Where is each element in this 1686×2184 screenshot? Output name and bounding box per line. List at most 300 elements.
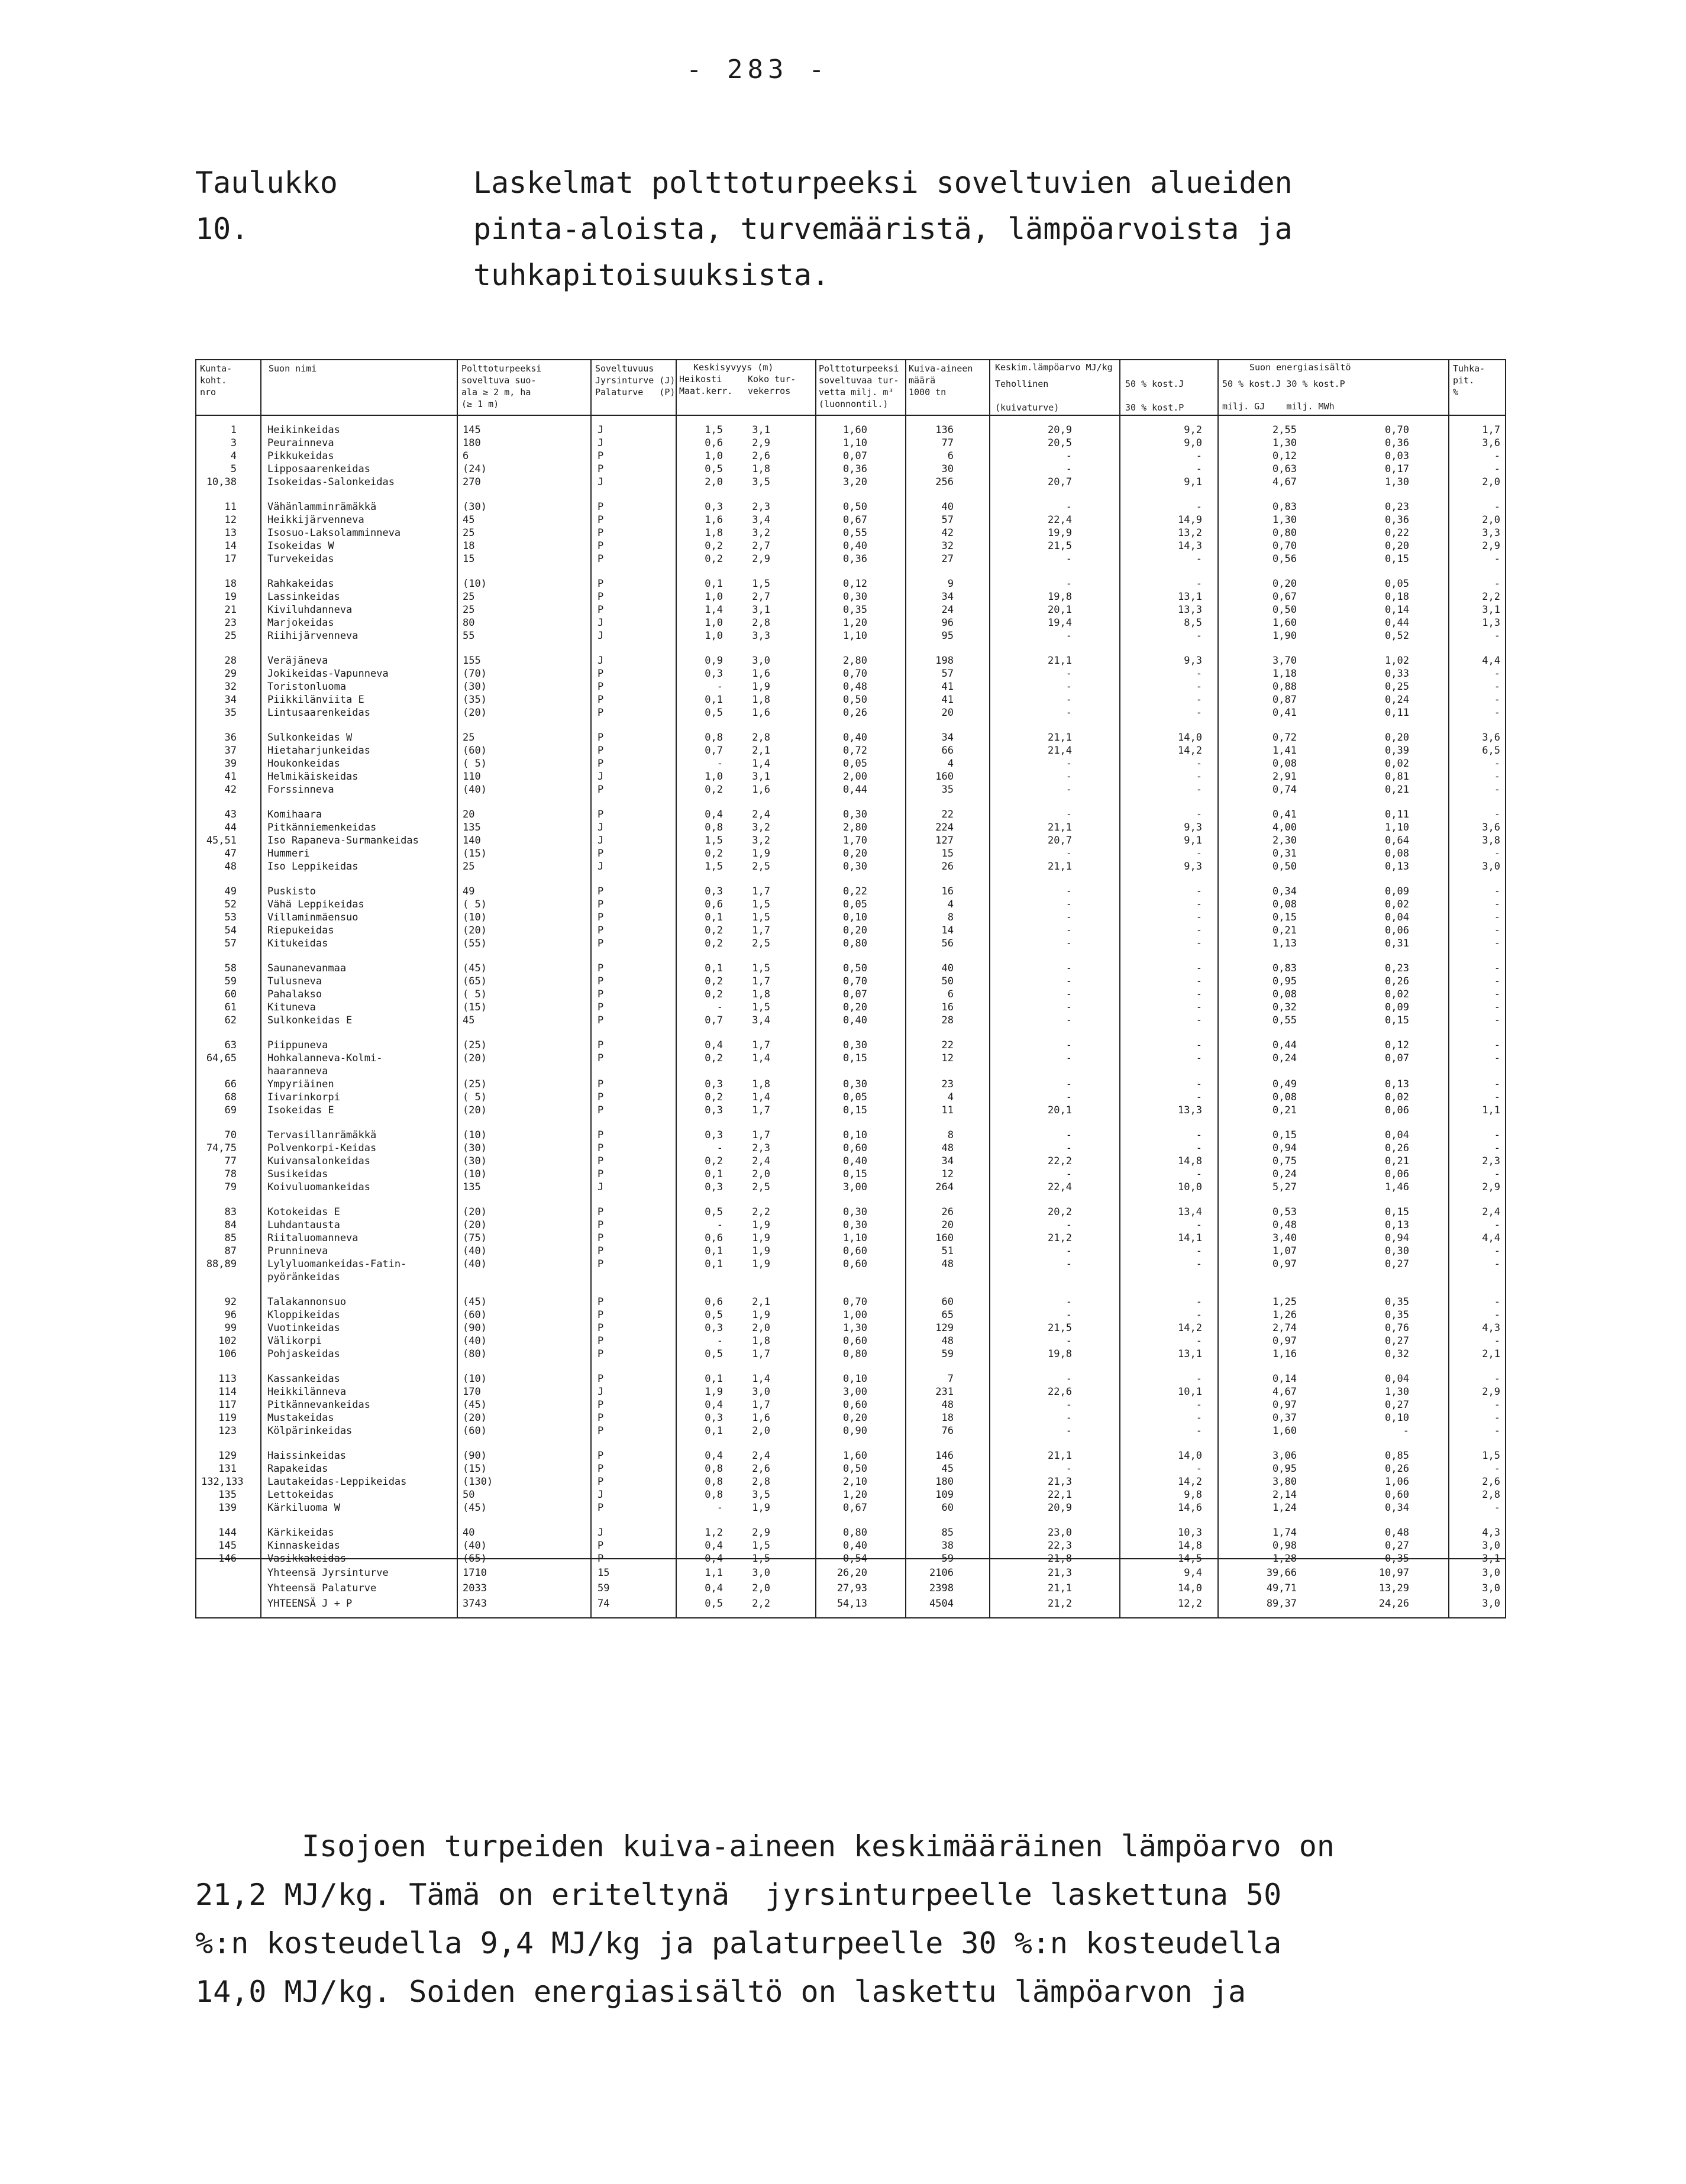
cell-depth-weak: - <box>716 1335 723 1347</box>
cell-nro: 44 <box>224 822 237 833</box>
table-row <box>196 1078 1505 1091</box>
cell-energy-gj: 0,21 <box>1272 1104 1297 1116</box>
cell-heat-effective: - <box>1065 1168 1072 1180</box>
cell-depth-total: 1,7 <box>752 1039 770 1051</box>
cell-depth-total: 1,7 <box>752 886 770 897</box>
cell-suitability: P <box>597 1476 604 1488</box>
cell-depth-weak: 0,2 <box>705 1052 723 1064</box>
cell-depth-total: 3,0 <box>752 1386 770 1398</box>
cell-depth-total: 1,9 <box>752 1232 770 1244</box>
cell-depth-weak: 1,8 <box>705 527 723 539</box>
cell-area: (45) <box>463 1296 487 1308</box>
cell-heat-effective: - <box>1065 809 1072 820</box>
cell-energy-mwh: 1,10 <box>1385 822 1409 833</box>
cell-ash: - <box>1494 771 1500 783</box>
cell-heat-effective: 19,4 <box>1048 617 1072 629</box>
cell-depth-total: 2,4 <box>752 809 770 820</box>
cell-volume: 0,67 <box>843 1502 867 1514</box>
cell-suitability: J <box>597 1527 604 1539</box>
cell-heat-effective: - <box>1065 1052 1072 1064</box>
cell-nro: 85 <box>224 1232 237 1244</box>
header-heat-value: Keskim.lämpöarvo MJ/kg <box>995 362 1113 373</box>
cell-energy-gj: 0,48 <box>1272 1219 1297 1231</box>
cell-heat-moist: - <box>1196 1399 1202 1411</box>
cell-name: Hohkalanneva-Kolmi- haaranneva <box>267 1052 383 1077</box>
table-totals <box>196 1558 1505 1618</box>
cell-ash: 2,0 <box>1482 476 1500 488</box>
cell-heat-moist: - <box>1196 1168 1202 1180</box>
cell-area: 3743 <box>463 1598 487 1610</box>
header-suitability: Soveltuvuus Jyrsinturve (J) Palaturve (P) <box>595 363 676 398</box>
cell-dry-matter: 42 <box>941 527 954 539</box>
cell-name: Pitkännevankeidas <box>267 1399 370 1411</box>
cell-energy-gj: 0,95 <box>1272 1463 1297 1475</box>
cell-name: Kuivansalonkeidas <box>267 1155 370 1167</box>
cell-energy-mwh: 0,44 <box>1385 617 1409 629</box>
cell-dry-matter: 60 <box>941 1296 954 1308</box>
cell-depth-weak: 0,3 <box>705 668 723 680</box>
cell-depth-weak: - <box>716 681 723 693</box>
cell-energy-mwh: 0,11 <box>1385 707 1409 719</box>
cell-heat-effective: 22,1 <box>1048 1489 1072 1501</box>
cell-ash: 2,3 <box>1482 1155 1500 1167</box>
cell-depth-weak: - <box>716 1142 723 1154</box>
cell-energy-gj: 0,97 <box>1272 1335 1297 1347</box>
cell-suitability: J <box>597 437 604 449</box>
cell-heat-moist: 14,1 <box>1178 1232 1202 1244</box>
cell-heat-moist: 14,2 <box>1178 745 1202 757</box>
cell-energy-mwh: 10,97 <box>1378 1567 1409 1579</box>
cell-volume: 0,35 <box>843 604 867 616</box>
cell-suitability: P <box>597 732 604 744</box>
cell-nro: 59 <box>224 975 237 987</box>
cell-area: 15 <box>463 553 475 565</box>
cell-nro: 41 <box>224 771 237 783</box>
table-row <box>196 1385 1505 1398</box>
cell-heat-moist: 14,0 <box>1178 1582 1202 1594</box>
table-row <box>196 937 1505 950</box>
cell-dry-matter: 32 <box>941 540 954 552</box>
cell-area: 50 <box>463 1489 475 1501</box>
cell-dry-matter: 146 <box>935 1450 954 1462</box>
header-depth-total: Koko tur- vekerros <box>748 374 796 396</box>
cell-nro: 87 <box>224 1245 237 1257</box>
cell-nro: 1 <box>230 424 237 436</box>
cell-depth-total: 3,4 <box>752 1015 770 1026</box>
cell-volume: 0,15 <box>843 1052 867 1064</box>
cell-energy-mwh: 0,02 <box>1385 758 1409 770</box>
cell-heat-effective: - <box>1065 553 1072 565</box>
cell-energy-mwh: 1,06 <box>1385 1476 1409 1488</box>
cell-ash: - <box>1494 1245 1500 1257</box>
cell-nro: 113 <box>218 1373 237 1385</box>
cell-suitability: P <box>597 809 604 820</box>
cell-nro: 119 <box>218 1412 237 1424</box>
cell-suitability: P <box>597 540 604 552</box>
cell-depth-weak: 1,0 <box>705 450 723 462</box>
cell-suitability: P <box>597 527 604 539</box>
table-row <box>196 526 1505 539</box>
cell-dry-matter: 20 <box>941 1219 954 1231</box>
cell-depth-total: 1,9 <box>752 848 770 860</box>
cell-suitability: P <box>597 1335 604 1347</box>
cell-depth-weak: 0,3 <box>705 1412 723 1424</box>
cell-energy-gj: 0,56 <box>1272 553 1297 565</box>
cell-name: Talakannonsuo <box>267 1296 347 1308</box>
cell-volume: 1,60 <box>843 424 867 436</box>
cell-dry-matter: 160 <box>935 1232 954 1244</box>
cell-energy-gj: 0,32 <box>1272 1001 1297 1013</box>
cell-depth-weak: - <box>716 1001 723 1013</box>
cell-volume: 3,00 <box>843 1181 867 1193</box>
cell-heat-moist: - <box>1196 784 1202 796</box>
table-row <box>196 898 1505 911</box>
cell-heat-moist: 13,3 <box>1178 1104 1202 1116</box>
cell-heat-effective: 20,5 <box>1048 437 1072 449</box>
cell-area: (40) <box>463 1245 487 1257</box>
table-row <box>196 1411 1505 1424</box>
cell-volume: 0,05 <box>843 1091 867 1103</box>
cell-energy-gj: 1,07 <box>1272 1245 1297 1257</box>
cell-heat-effective: - <box>1065 1129 1072 1141</box>
cell-energy-gj: 1,41 <box>1272 745 1297 757</box>
cell-nro: 18 <box>224 578 237 590</box>
cell-ash: 2,9 <box>1482 1386 1500 1398</box>
cell-depth-total: 1,4 <box>752 1373 770 1385</box>
cell-suitability: P <box>597 694 604 706</box>
cell-nro: 117 <box>218 1399 237 1411</box>
cell-depth-weak: 0,4 <box>705 809 723 820</box>
cell-energy-gj: 0,67 <box>1272 591 1297 603</box>
cell-energy-gj: 0,97 <box>1272 1399 1297 1411</box>
cell-area: 135 <box>463 822 481 833</box>
cell-heat-moist: 12,2 <box>1178 1598 1202 1610</box>
cell-ash: - <box>1494 962 1500 974</box>
cell-heat-effective: - <box>1065 707 1072 719</box>
cell-dry-matter: 180 <box>935 1476 954 1488</box>
cell-ash: - <box>1494 630 1500 642</box>
cell-volume: 0,67 <box>843 514 867 526</box>
cell-heat-effective: - <box>1065 975 1072 987</box>
cell-depth-weak: 0,2 <box>705 553 723 565</box>
cell-energy-mwh: 0,09 <box>1385 886 1409 897</box>
cell-heat-moist: - <box>1196 809 1202 820</box>
cell-energy-gj: 5,27 <box>1272 1181 1297 1193</box>
cell-nro: 42 <box>224 784 237 796</box>
cell-energy-mwh: 0,14 <box>1385 604 1409 616</box>
cell-suitability: P <box>597 988 604 1000</box>
cell-volume: 0,20 <box>843 925 867 936</box>
cell-volume: 0,50 <box>843 694 867 706</box>
table-row <box>196 1462 1505 1475</box>
cell-nro: 43 <box>224 809 237 820</box>
cell-depth-weak: 0,1 <box>705 1373 723 1385</box>
cell-depth-weak: 2,0 <box>705 476 723 488</box>
cell-depth-total: 3,5 <box>752 1489 770 1501</box>
cell-suitability: P <box>597 1450 604 1462</box>
cell-energy-gj: 0,88 <box>1272 681 1297 693</box>
cell-volume: 0,60 <box>843 1245 867 1257</box>
cell-heat-effective: - <box>1065 463 1072 475</box>
table-row <box>196 1335 1505 1348</box>
cell-ash: - <box>1494 1335 1500 1347</box>
cell-name: Iivarinkorpi <box>267 1091 340 1103</box>
cell-dry-matter: 11 <box>941 1104 954 1116</box>
cell-ash: 3,0 <box>1482 1540 1500 1552</box>
cell-energy-mwh: 0,35 <box>1385 1553 1409 1565</box>
table-header <box>196 360 1505 416</box>
cell-dry-matter: 30 <box>941 463 954 475</box>
paragraph-line: %:n kosteudella 9,4 MJ/kg ja palaturpeelle 30 %:n kosteudella <box>195 1926 1282 1960</box>
cell-depth-weak: 0,5 <box>705 1348 723 1360</box>
cell-volume: 0,40 <box>843 1015 867 1026</box>
cell-suitability: P <box>597 604 604 616</box>
cell-suitability: P <box>597 784 604 796</box>
cell-heat-effective: 20,2 <box>1048 1206 1072 1218</box>
cell-name: Piikkilänviita E <box>267 694 364 706</box>
cell-suitability: P <box>597 1155 604 1167</box>
cell-nro: 3 <box>230 437 237 449</box>
cell-depth-weak: 0,8 <box>705 822 723 833</box>
cell-depth-weak: 0,1 <box>705 1425 723 1437</box>
cell-nro: 131 <box>218 1463 237 1475</box>
cell-depth-weak: 0,5 <box>705 707 723 719</box>
cell-dry-matter: 34 <box>941 591 954 603</box>
cell-nro: 99 <box>224 1322 237 1334</box>
cell-name: Lassinkeidas <box>267 591 340 603</box>
cell-volume: 0,50 <box>843 501 867 513</box>
cell-area: 2033 <box>463 1582 487 1594</box>
cell-heat-moist: 9,4 <box>1184 1567 1202 1579</box>
cell-name: Sulkonkeidas E <box>267 1015 353 1026</box>
cell-energy-gj: 3,40 <box>1272 1232 1297 1244</box>
cell-area: 1710 <box>463 1567 487 1579</box>
cell-depth-total: 1,7 <box>752 1104 770 1116</box>
cell-depth-weak: 0,1 <box>705 962 723 974</box>
cell-volume: 0,80 <box>843 1348 867 1360</box>
cell-area: 25 <box>463 527 475 539</box>
cell-area: 80 <box>463 617 475 629</box>
cell-volume: 27,93 <box>836 1582 867 1594</box>
cell-heat-effective: 21,3 <box>1048 1567 1072 1579</box>
header-energy: Suon energiasisältö <box>1249 362 1351 373</box>
cell-energy-mwh: 0,18 <box>1385 591 1409 603</box>
cell-nro: 49 <box>224 886 237 897</box>
cell-depth-weak: 0,1 <box>705 1168 723 1180</box>
cell-volume: 0,55 <box>843 527 867 539</box>
cell-area: ( 5) <box>463 988 487 1000</box>
cell-area: 180 <box>463 437 481 449</box>
cell-depth-weak: 1,0 <box>705 617 723 629</box>
cell-nro: 53 <box>224 912 237 923</box>
cell-heat-effective: 21,1 <box>1048 861 1072 873</box>
cell-heat-moist: - <box>1196 886 1202 897</box>
cell-depth-weak: 0,2 <box>705 848 723 860</box>
cell-suitability: J <box>597 835 604 847</box>
cell-volume: 1,10 <box>843 1232 867 1244</box>
cell-heat-moist: - <box>1196 1219 1202 1231</box>
cell-area: 25 <box>463 604 475 616</box>
cell-energy-gj: 0,24 <box>1272 1168 1297 1180</box>
cell-volume: 0,30 <box>843 1078 867 1090</box>
cell-name: Kärkikeidas <box>267 1527 334 1539</box>
cell-nro: 62 <box>224 1015 237 1026</box>
cell-energy-gj: 1,26 <box>1272 1309 1297 1321</box>
cell-depth-weak: 0,4 <box>705 1399 723 1411</box>
cell-area: 135 <box>463 1181 481 1193</box>
cell-dry-matter: 4 <box>947 1091 954 1103</box>
cell-depth-total: 1,8 <box>752 988 770 1000</box>
cell-volume: 2,80 <box>843 822 867 833</box>
cell-dry-matter: 56 <box>941 938 954 949</box>
cell-volume: 0,30 <box>843 1039 867 1051</box>
cell-depth-weak: 1,0 <box>705 630 723 642</box>
cell-energy-mwh: 0,30 <box>1385 1245 1409 1257</box>
cell-name: Lautakeidas-Leppikeidas <box>267 1476 407 1488</box>
cell-ash: 2,4 <box>1482 1206 1500 1218</box>
cell-volume: 0,54 <box>843 1553 867 1565</box>
table-row <box>196 821 1505 834</box>
cell-heat-effective: 21,1 <box>1048 732 1072 744</box>
cell-suitability: P <box>597 1232 604 1244</box>
header-energy-units: milj. GJ milj. MWh <box>1222 401 1335 412</box>
cell-energy-mwh: 0,13 <box>1385 1219 1409 1231</box>
cell-ash: - <box>1494 1015 1500 1026</box>
cell-energy-mwh: 0,34 <box>1385 1502 1409 1514</box>
cell-area: (90) <box>463 1322 487 1334</box>
cell-suitability: P <box>597 1091 604 1103</box>
cell-depth-total: 1,6 <box>752 1412 770 1424</box>
cell-nro: 45,51 <box>206 835 237 847</box>
cell-energy-gj: 0,49 <box>1272 1078 1297 1090</box>
cell-depth-weak: 0,1 <box>705 912 723 923</box>
cell-energy-mwh: 0,64 <box>1385 835 1409 847</box>
cell-suitability: P <box>597 1425 604 1437</box>
cell-dry-matter: 65 <box>941 1309 954 1321</box>
cell-energy-mwh: 1,46 <box>1385 1181 1409 1193</box>
cell-volume: 0,60 <box>843 1399 867 1411</box>
cell-energy-gj: 0,14 <box>1272 1373 1297 1385</box>
cell-depth-weak: 0,3 <box>705 1078 723 1090</box>
cell-dry-matter: 12 <box>941 1052 954 1064</box>
cell-depth-total: 2,3 <box>752 501 770 513</box>
table-row <box>196 437 1505 450</box>
cell-depth-weak: 0,8 <box>705 1489 723 1501</box>
cell-area: 55 <box>463 630 475 642</box>
cell-energy-mwh: 0,35 <box>1385 1296 1409 1308</box>
cell-area: 45 <box>463 1015 475 1026</box>
cell-energy-mwh: 0,06 <box>1385 1104 1409 1116</box>
cell-heat-effective: 21,2 <box>1048 1232 1072 1244</box>
cell-name: Piippuneva <box>267 1039 328 1051</box>
cell-depth-weak: 0,6 <box>705 899 723 910</box>
cell-heat-effective: 21,1 <box>1048 1582 1072 1594</box>
table-row <box>196 885 1505 898</box>
cell-nro: 106 <box>218 1348 237 1360</box>
cell-ash: 3,0 <box>1482 1598 1500 1610</box>
cell-area: 170 <box>463 1386 481 1398</box>
table-row <box>196 1052 1505 1077</box>
table-row <box>196 1566 1505 1579</box>
cell-heat-moist: - <box>1196 1296 1202 1308</box>
cell-nro: 52 <box>224 899 237 910</box>
cell-ash: 3,0 <box>1482 1582 1500 1594</box>
cell-name: Heikkijärvenneva <box>267 514 364 526</box>
cell-energy-mwh: 1,30 <box>1385 476 1409 488</box>
cell-ash: 3,8 <box>1482 835 1500 847</box>
cell-energy-mwh: - <box>1403 1425 1409 1437</box>
cell-heat-effective: - <box>1065 784 1072 796</box>
cell-depth-total: 1,8 <box>752 463 770 475</box>
cell-name: Kölpärinkeidas <box>267 1425 353 1437</box>
cell-dry-matter: 26 <box>941 1206 954 1218</box>
cell-name: Lettokeidas <box>267 1489 334 1501</box>
cell-depth-total: 2,0 <box>752 1582 770 1594</box>
cell-dry-matter: 6 <box>947 450 954 462</box>
cell-depth-total: 1,6 <box>752 707 770 719</box>
cell-depth-weak: 0,4 <box>705 1450 723 1462</box>
cell-depth-weak: 0,5 <box>705 1309 723 1321</box>
cell-depth-weak: 1,9 <box>705 1386 723 1398</box>
cell-name: Yhteensä Palaturve <box>267 1582 377 1594</box>
cell-area: 18 <box>463 540 475 552</box>
cell-volume: 0,90 <box>843 1425 867 1437</box>
cell-area: 140 <box>463 835 481 847</box>
cell-ash: 4,3 <box>1482 1527 1500 1539</box>
cell-energy-mwh: 0,76 <box>1385 1322 1409 1334</box>
cell-name: Lipposaarenkeidas <box>267 463 370 475</box>
cell-energy-gj: 3,06 <box>1272 1450 1297 1462</box>
cell-ash: - <box>1494 809 1500 820</box>
cell-name: Vähä Leppikeidas <box>267 899 364 910</box>
cell-heat-effective: 20,1 <box>1048 604 1072 616</box>
cell-area: (30) <box>463 681 487 693</box>
cell-area: (40) <box>463 1335 487 1347</box>
cell-ash: 1,1 <box>1482 1104 1500 1116</box>
table-row <box>196 1091 1505 1104</box>
cell-suitability: P <box>597 450 604 462</box>
cell-depth-total: 1,6 <box>752 784 770 796</box>
cell-depth-total: 1,5 <box>752 578 770 590</box>
cell-energy-gj: 1,60 <box>1272 1425 1297 1437</box>
cell-name: Isokeidas E <box>267 1104 334 1116</box>
cell-heat-effective: - <box>1065 771 1072 783</box>
table-row <box>196 667 1505 680</box>
cell-depth-weak: - <box>716 1219 723 1231</box>
cell-energy-gj: 0,37 <box>1272 1412 1297 1424</box>
cell-depth-total: 2,4 <box>752 1155 770 1167</box>
cell-energy-mwh: 0,27 <box>1385 1335 1409 1347</box>
cell-depth-weak: 1,5 <box>705 861 723 873</box>
cell-energy-mwh: 0,23 <box>1385 962 1409 974</box>
cell-depth-total: 3,5 <box>752 476 770 488</box>
cell-heat-moist: 14,2 <box>1178 1322 1202 1334</box>
cell-heat-moist: - <box>1196 758 1202 770</box>
table-row <box>196 1322 1505 1335</box>
cell-volume: 1,60 <box>843 1450 867 1462</box>
cell-energy-mwh: 0,21 <box>1385 1155 1409 1167</box>
cell-area: (60) <box>463 1309 487 1321</box>
cell-volume: 0,05 <box>843 758 867 770</box>
cell-area: (90) <box>463 1450 487 1462</box>
cell-heat-effective: - <box>1065 630 1072 642</box>
cell-area: ( 5) <box>463 899 487 910</box>
cell-depth-weak: 0,5 <box>705 1206 723 1218</box>
cell-ash: 2,6 <box>1482 1476 1500 1488</box>
cell-heat-moist: 9,3 <box>1184 822 1202 833</box>
cell-depth-weak: - <box>716 758 723 770</box>
cell-suitability: J <box>597 861 604 873</box>
